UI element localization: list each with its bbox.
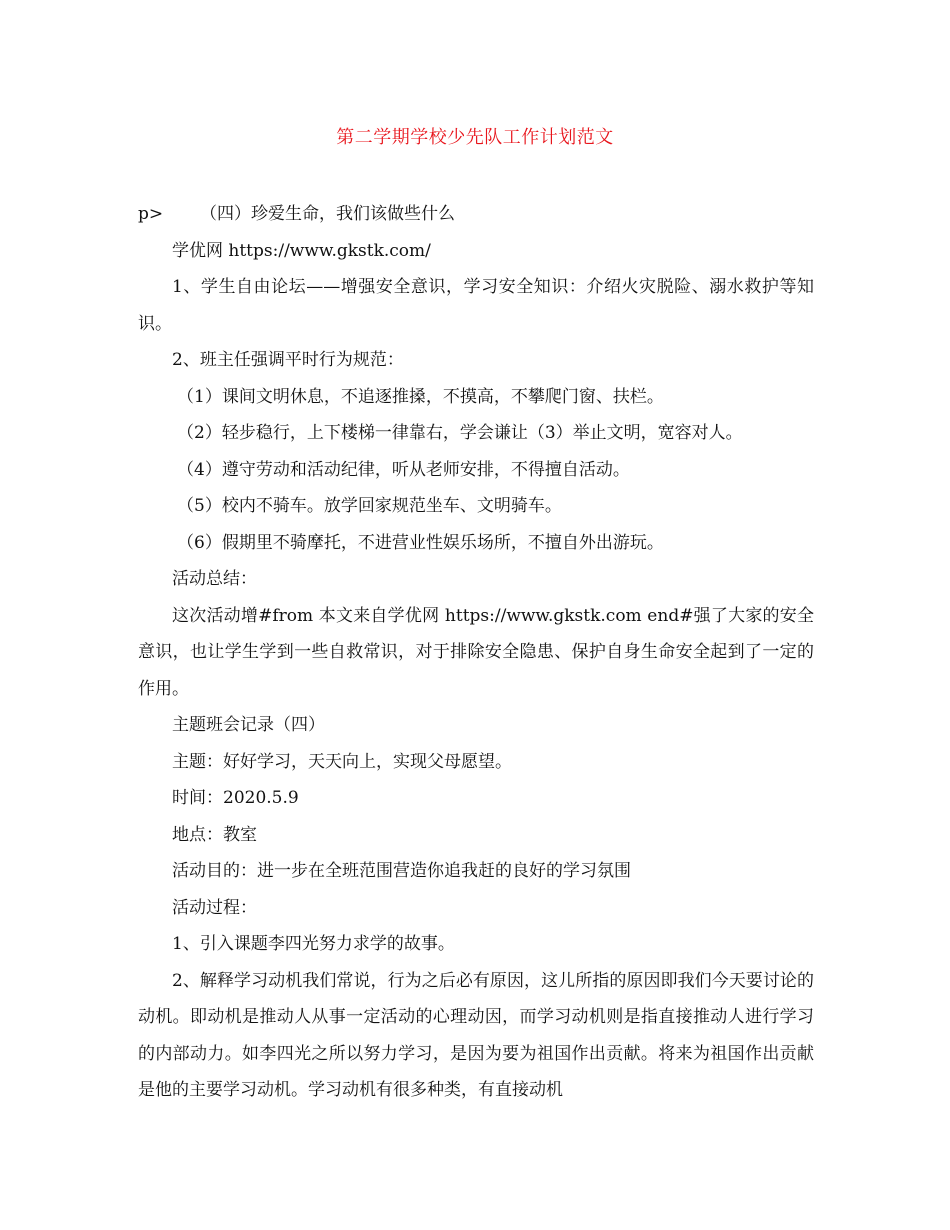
rule-item: （2）轻步稳行，上下楼梯一律靠右，学会谦让（3）举止文明，宽容对人。 [177,423,743,443]
paragraph-process-step: 2、解释学习动机我们常说，行为之后必有原因，这儿所指的原因即我们今天要讨论的动机。即动机是推动人从事一定活动的心理动因，而学习动机则是指直接推动人进行学习的内部动力。如李四光之所以努力学习，是因为要为祖国作出贡献。将来为祖国作出贡献是他的主要学习动机。学习动机有很多种类，有直接动机 [138,970,814,1100]
paragraph-location: 地点：教室 [172,824,257,845]
first-line [138,196,814,233]
paragraph-time: 时间：2020.5.9 [172,788,299,808]
paragraph-website: 学优网 https://www.gkstk.com/ [172,240,431,261]
rule-item: （6）假期里不骑摩托，不进营业性娱乐场所，不擅自外出游玩。 [177,532,664,553]
rule-item: （4）遵守劳动和活动纪律，听从老师安排，不得擅自活动。 [177,459,630,480]
paragraph-record-heading: 主题班会记录（四） [172,715,325,735]
paragraph-rules-intro: 2、班主任强调平时行为规范： [172,350,404,370]
document-title: 第二学期学校少先队工作计划范文 [336,127,614,148]
paragraph-summary-heading: 活动总结： [172,569,257,589]
first-line-text: （四）珍爱生命，我们该做些什么 [200,204,455,224]
paragraph-process-step: 1、引入课题李四光努力求学的故事。 [172,934,455,954]
rule-item: （1）课间文明休息，不追逐推搡，不摸高，不攀爬门窗、扶栏。 [177,386,664,407]
paragraph-forum: 1、学生自由论坛——增强安全意识，学习安全知识：介绍火灾脱险、溺水救护等知识。 [138,277,814,334]
rule-item: （5）校内不骑车。放学回家规范坐车、文明骑车。 [177,496,562,516]
first-line-prefix: p> [138,204,164,224]
document-body [138,196,814,1109]
paragraph-summary: 这次活动增#from 本文来自学优网 https://www.gkstk.com end#强了大家的安全意识，也让学生学到一些自救常识，对于排除安全隐患、保护自身生命安全起到了一定的作用。 [138,605,814,699]
paragraph-theme: 主题：好好学习，天天向上，实现父母愿望。 [172,751,512,772]
paragraph-purpose: 活动目的：进一步在全班范围营造你追我赶的良好的学习氛围 [172,861,631,881]
paragraph-process-heading: 活动过程： [172,897,257,918]
